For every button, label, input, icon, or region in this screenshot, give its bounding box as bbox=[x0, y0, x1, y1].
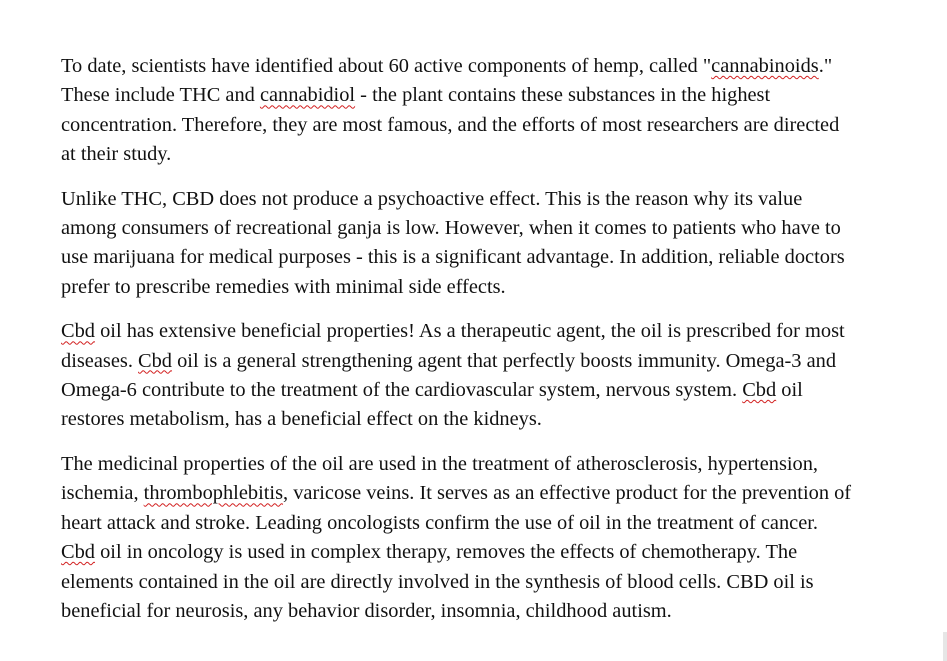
text-line bbox=[61, 111, 931, 140]
text-line bbox=[61, 140, 931, 169]
text-run: diseases. bbox=[61, 349, 139, 372]
text-line bbox=[61, 185, 931, 214]
text-line bbox=[61, 273, 931, 302]
text-run: Omega-6 contribute to the treatment of the cardiovascular system, nervous system. bbox=[61, 379, 743, 402]
text-line bbox=[61, 214, 931, 243]
text-run: oil has extensive beneficial properties! As a therapeutic agent, the oil is prescribed for most bbox=[95, 320, 845, 343]
text-run: beneficial for neurosis, any behavior disorder, insomnia, childhood autism. bbox=[61, 599, 672, 622]
paragraph bbox=[61, 450, 931, 626]
text-run: Unlike THC, CBD does not produce a psychoactive effect. This is the reason why its value bbox=[61, 187, 803, 210]
text-run: , varicose veins. It serves as an effective product for the prevention of bbox=[283, 482, 852, 505]
text-run: To date, scientists have identified about 60 active components of hemp, called " bbox=[61, 55, 712, 77]
text-line bbox=[61, 538, 931, 567]
paragraph bbox=[61, 52, 931, 170]
text-run: ischemia, bbox=[61, 482, 144, 505]
text-line bbox=[61, 450, 931, 479]
text-line bbox=[61, 376, 931, 405]
text-run: at their study. bbox=[61, 143, 172, 166]
spellcheck-flagged-word[interactable]: Cbd bbox=[742, 379, 777, 402]
text-run: oil in oncology is used in complex therapy, removes the effects of chemotherapy. The bbox=[95, 541, 798, 564]
spellcheck-flagged-word[interactable]: Cbd bbox=[138, 349, 173, 372]
text-line bbox=[61, 52, 931, 81]
text-run: heart attack and stroke. Leading oncologists confirm the use of oil in the treatment of cancer. bbox=[61, 511, 819, 534]
text-line bbox=[61, 81, 931, 110]
text-run: oil bbox=[776, 379, 803, 402]
spellcheck-flagged-word[interactable]: cannabidiol bbox=[259, 84, 356, 107]
text-line bbox=[61, 509, 931, 538]
text-line bbox=[61, 479, 931, 508]
spellcheck-flagged-word[interactable]: thrombophlebitis bbox=[143, 482, 284, 505]
paragraph bbox=[61, 185, 931, 303]
text-line bbox=[61, 243, 931, 272]
text-run: restores metabolism, has a beneficial effect on the kidneys. bbox=[61, 408, 542, 431]
text-run: oil is a general strengthening agent that perfectly boosts immunity. Omega-3 and bbox=[172, 349, 837, 372]
text-line bbox=[61, 405, 931, 434]
spellcheck-flagged-word[interactable]: Cbd bbox=[61, 320, 95, 343]
document-body[interactable] bbox=[61, 52, 931, 641]
text-run: - the plant contains these substances in the highest bbox=[355, 84, 771, 107]
text-line bbox=[61, 347, 931, 376]
paragraph bbox=[61, 317, 931, 435]
text-run: concentration. Therefore, they are most famous, and the efforts of most researchers are directed bbox=[61, 113, 840, 136]
text-run: These include THC and bbox=[61, 84, 260, 107]
text-run: The medicinal properties of the oil are used in the treatment of atherosclerosis, hypertension, bbox=[61, 452, 819, 475]
text-run: prefer to prescribe remedies with minimal side effects. bbox=[61, 275, 506, 298]
text-run: use marijuana for medical purposes - this is a significant advantage. In addition, reliable doctors bbox=[61, 246, 845, 269]
text-line bbox=[61, 317, 931, 346]
text-line bbox=[61, 568, 931, 597]
text-line bbox=[61, 597, 931, 626]
spellcheck-flagged-word[interactable]: Cbd bbox=[61, 541, 95, 564]
window-edge bbox=[943, 632, 947, 661]
text-run: among consumers of recreational ganja is low. However, when it comes to patients who have to bbox=[61, 217, 841, 240]
text-run: ." bbox=[818, 55, 833, 77]
text-run: elements contained in the oil are directly involved in the synthesis of blood cells. CBD oil is bbox=[61, 570, 814, 593]
spellcheck-flagged-word[interactable]: cannabinoids bbox=[711, 55, 819, 77]
